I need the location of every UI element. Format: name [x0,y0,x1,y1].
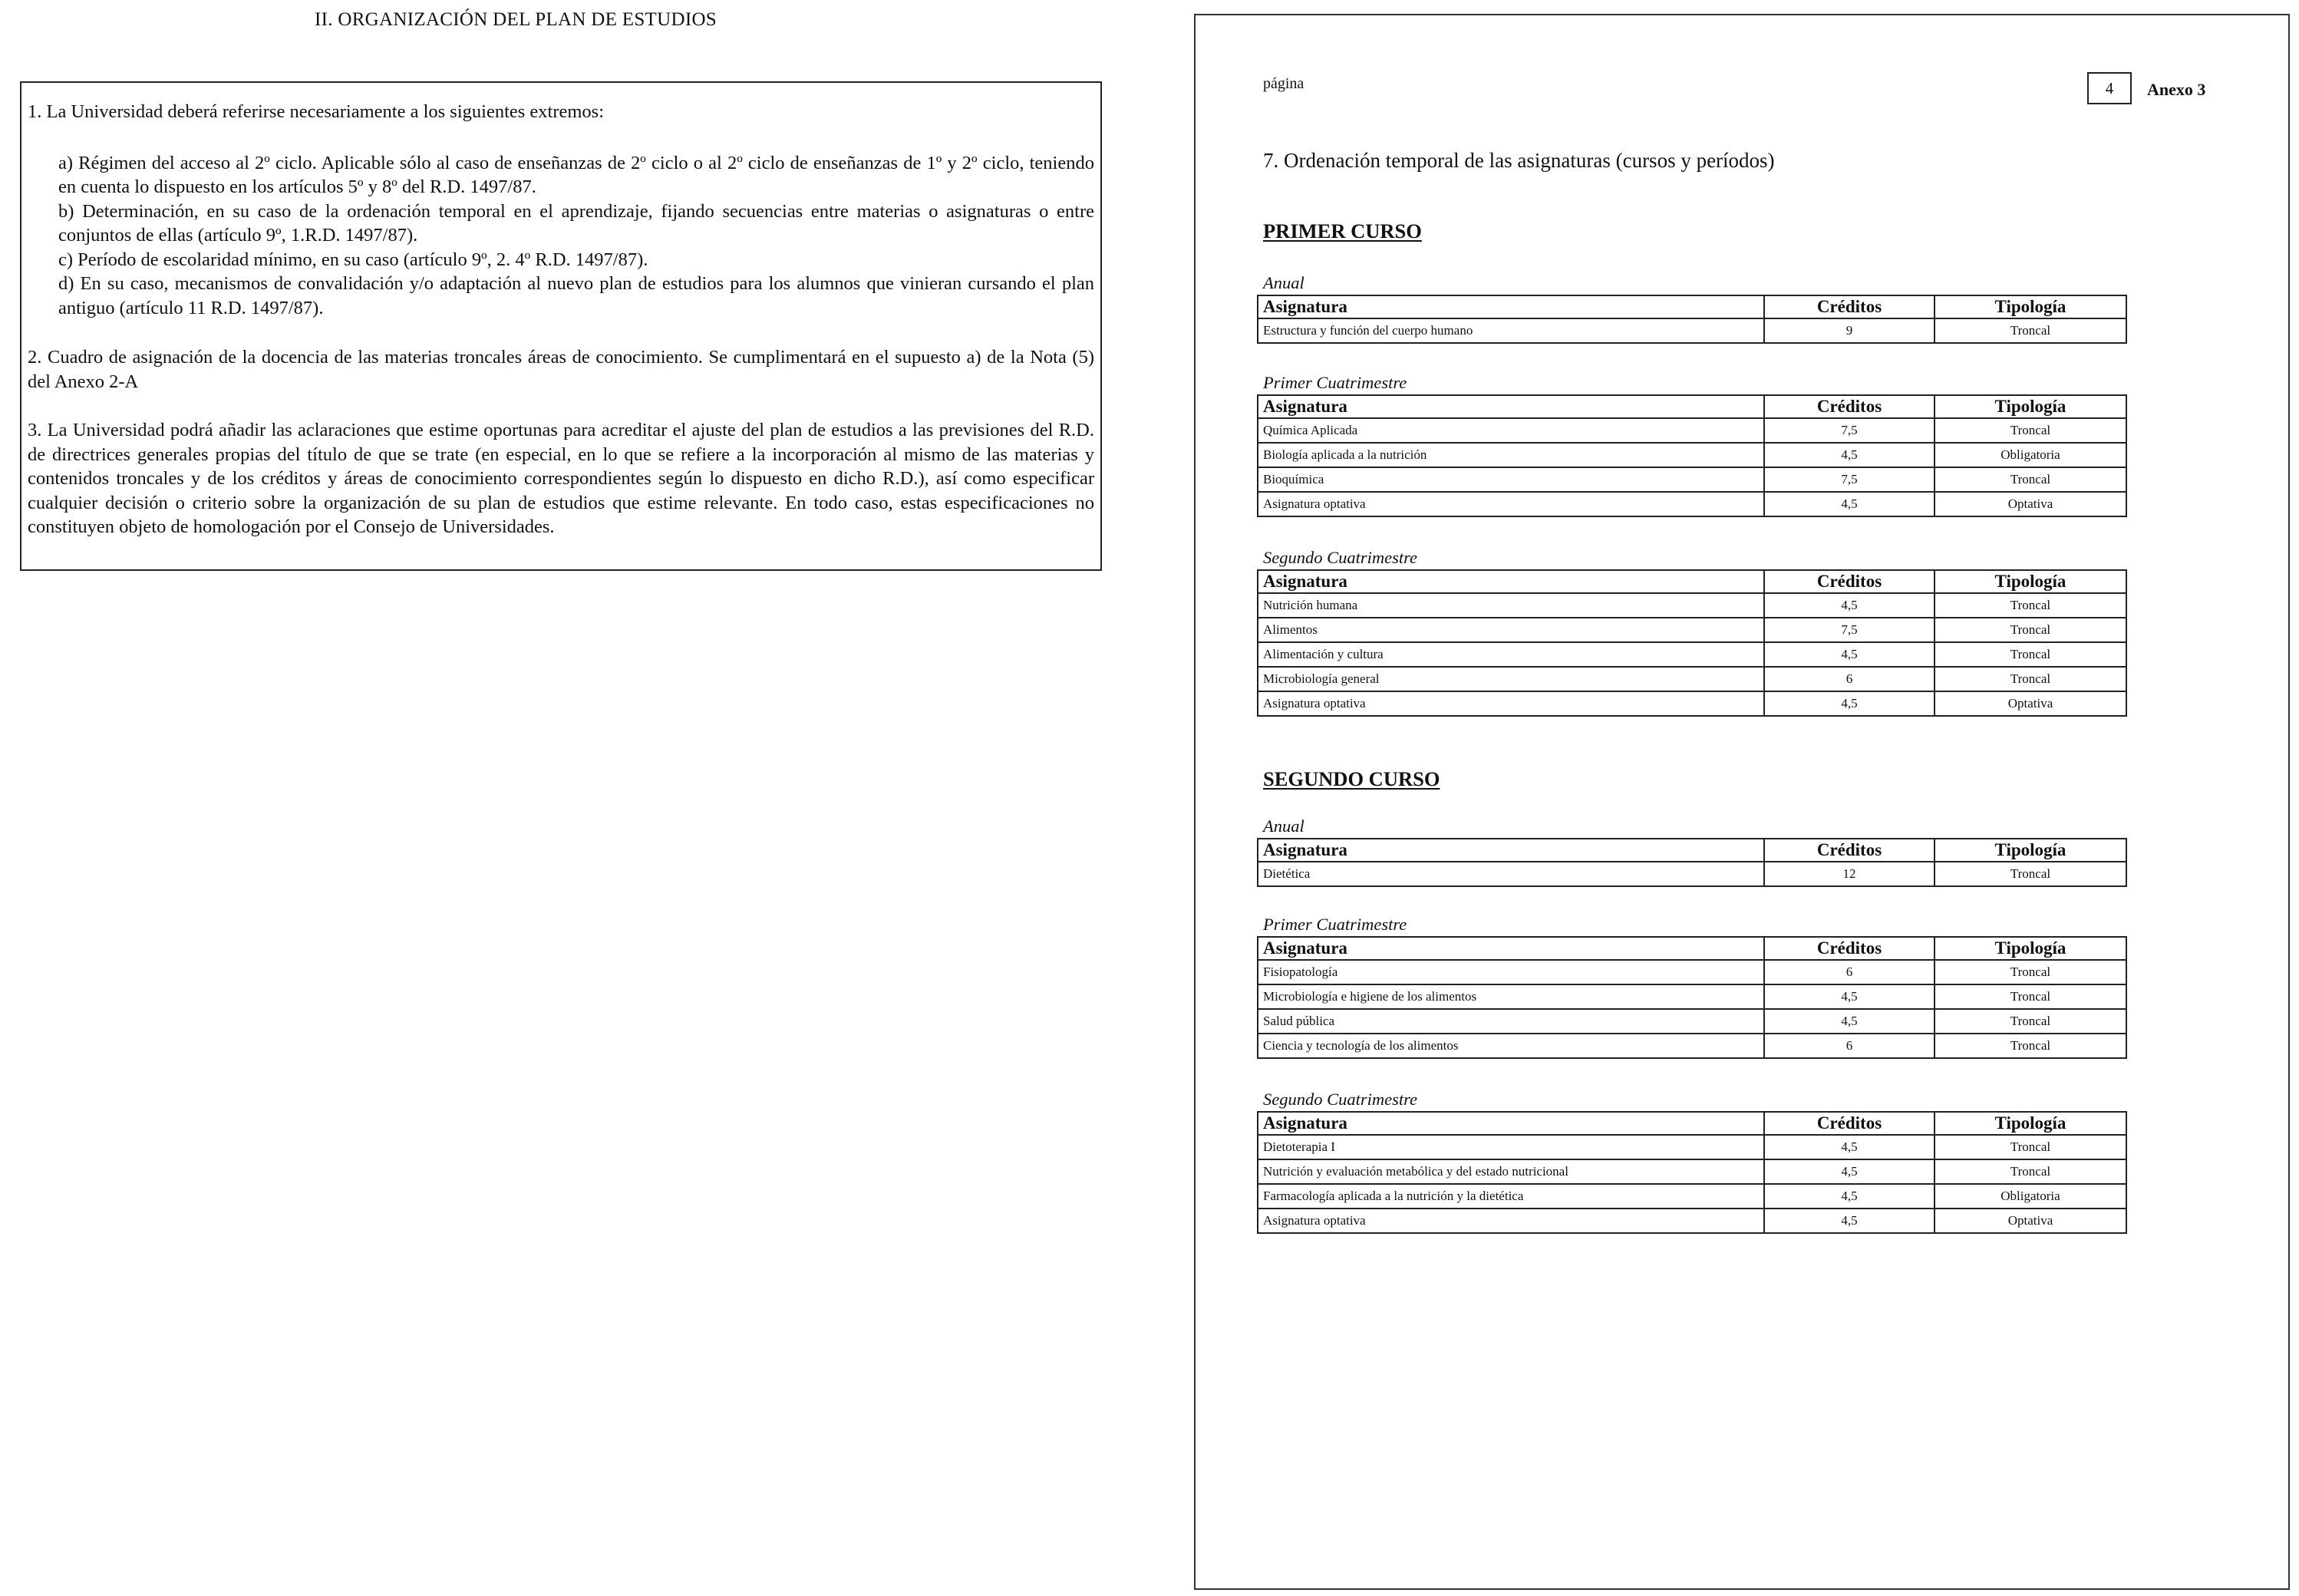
subject-cell: Ciencia y tecnología de los alimentos [1258,1034,1764,1058]
table-row [1258,862,2126,886]
item-1c: c) Período de escolaridad mínimo, en su caso (artículo 9º, 2. 4º R.D. 1497/87). [58,249,648,270]
header-type: Tipología [1935,395,2126,418]
subject-cell: Asignatura optativa [1258,492,1764,516]
table-row [1258,593,2126,618]
header-subject: Asignatura [1258,937,1764,960]
subject-cell: Alimentos [1258,618,1764,642]
credits-cell: 4,5 [1764,1209,1935,1233]
header-subject: Asignatura [1258,395,1764,418]
credits-cell: 4,5 [1764,1159,1935,1184]
annex-page [1194,14,2290,1590]
credits-cell: 6 [1764,960,1935,984]
subject-cell: Salud pública [1258,1009,1764,1034]
header-subject: Asignatura [1258,295,1764,318]
header-credits: Créditos [1764,1112,1935,1135]
type-cell: Troncal [1935,618,2126,642]
type-cell: Troncal [1935,1034,2126,1058]
subject-cell: Dietética [1258,862,1764,886]
header-credits: Créditos [1764,295,1935,318]
credits-cell: 4,5 [1764,593,1935,618]
credits-cell: 4,5 [1764,1135,1935,1159]
subject-cell: Fisiopatología [1258,960,1764,984]
header-subject: Asignatura [1258,570,1764,593]
period-label: Primer Cuatrimestre [1263,915,1407,934]
table-row [1258,1184,2126,1209]
header-credits: Créditos [1764,937,1935,960]
table-row [1258,443,2126,467]
annex-label: Anexo 3 [2147,80,2206,99]
type-cell: Troncal [1935,960,2126,984]
period-label: Segundo Cuatrimestre [1263,1090,1418,1109]
credits-cell: 4,5 [1764,1184,1935,1209]
table-row [1258,1209,2126,1233]
period-label: Anual [1263,273,1305,292]
header-type: Tipología [1935,937,2126,960]
period-label: Primer Cuatrimestre [1263,373,1407,392]
subject-cell: Biología aplicada a la nutrición [1258,443,1764,467]
credits-cell: 4,5 [1764,691,1935,716]
type-cell: Troncal [1935,1159,2126,1184]
table-row [1258,667,2126,691]
section-title: 7. Ordenación temporal de las asignaturas (cursos y períodos) [1263,149,1775,172]
header-credits: Créditos [1764,839,1935,862]
credits-cell: 4,5 [1764,642,1935,667]
credits-cell: 9 [1764,318,1935,343]
table-row [1258,492,2126,516]
page-heading: II. ORGANIZACIÓN DEL PLAN DE ESTUDIOS [315,9,717,30]
credits-cell: 4,5 [1764,443,1935,467]
header-type: Tipología [1935,1112,2126,1135]
type-cell: Optativa [1935,1209,2126,1233]
subject-cell: Alimentación y cultura [1258,642,1764,667]
subject-cell: Farmacología aplicada a la nutrición y la dietética [1258,1184,1764,1209]
table-row [1258,418,2126,443]
type-cell: Troncal [1935,593,2126,618]
subjects-table [1257,1111,2127,1234]
type-cell: Troncal [1935,642,2126,667]
subject-cell: Asignatura optativa [1258,1209,1764,1233]
table-row [1258,1034,2126,1058]
item-3: 3. La Universidad podrá añadir las aclaraciones que estime oportunas para acreditar el ajuste del plan de estudios a las previsiones del R.D. de directrices generales propias del título de que se trate (en especial, en lo que se refiere a la incorporación al mismo de las materias y contenidos troncales y de los créditos y áreas de conocimiento correspondientes según lo dispuesto en dicho R.D.), así como especificar cualquier decisión o criterio sobre la organización de su plan de estudios que estime relevante. En todo caso, estas especificaciones no constituyen objeto de homologación por el Consejo de Universidades. [28,420,1094,537]
type-cell: Troncal [1935,467,2126,492]
table-row [1258,984,2126,1009]
credits-cell: 6 [1764,667,1935,691]
type-cell: Optativa [1935,492,2126,516]
table-row [1258,318,2126,343]
credits-cell: 4,5 [1764,1009,1935,1034]
period-label: Segundo Cuatrimestre [1263,548,1418,567]
credits-cell: 12 [1764,862,1935,886]
table-row [1258,618,2126,642]
item-1a: a) Régimen del acceso al 2º ciclo. Aplicable sólo al caso de enseñanzas de 2º ciclo o al 2º ciclo de enseñanzas de 1º y 2º ciclo, teniendo en cuenta lo dispuesto en los artículos 5º y 8º del R.D. 1497/87. [58,152,1094,197]
table-row [1258,691,2126,716]
credits-cell: 7,5 [1764,467,1935,492]
credits-cell: 7,5 [1764,618,1935,642]
header-credits: Créditos [1764,570,1935,593]
type-cell: Troncal [1935,318,2126,343]
type-cell: Troncal [1935,984,2126,1009]
subjects-table [1257,569,2127,717]
credits-cell: 6 [1764,1034,1935,1058]
item-2: 2. Cuadro de asignación de la docencia de las materias troncales áreas de conocimiento. Se cumplimentará en el supuesto a) de la Nota (5) del Anexo 2-A [28,347,1094,392]
table-row [1258,1159,2126,1184]
page-label: página [1263,75,1305,92]
subject-cell: Bioquímica [1258,467,1764,492]
type-cell: Troncal [1935,1009,2126,1034]
table-row [1258,960,2126,984]
header-subject: Asignatura [1258,1112,1764,1135]
item-1d: d) En su caso, mecanismos de convalidación y/o adaptación al nuevo plan de estudios para los alumnos que vinieran cursando el plan antiguo (artículo 11 R.D. 1497/87). [58,273,1094,318]
subject-cell: Nutrición humana [1258,593,1764,618]
course-title-second: SEGUNDO CURSO [1263,767,1440,790]
type-cell: Obligatoria [1935,443,2126,467]
subjects-table [1257,394,2127,517]
table-row [1258,1009,2126,1034]
instructions-box [20,81,1102,571]
subject-cell: Asignatura optativa [1258,691,1764,716]
header-subject: Asignatura [1258,839,1764,862]
type-cell: Obligatoria [1935,1184,2126,1209]
header-type: Tipología [1935,295,2126,318]
course-title-first: PRIMER CURSO [1263,219,1422,242]
subject-cell: Microbiología general [1258,667,1764,691]
item-1b: b) Determinación, en su caso de la ordenación temporal en el aprendizaje, fijando secuencias entre materias o asignaturas o entre conjuntos de ellas (artículo 9º, 1.R.D. 1497/87). [58,200,1094,246]
table-row [1258,642,2126,667]
header-type: Tipología [1935,839,2126,862]
type-cell: Troncal [1935,1135,2126,1159]
header-credits: Créditos [1764,395,1935,418]
subject-cell: Microbiología e higiene de los alimentos [1258,984,1764,1009]
credits-cell: 4,5 [1764,984,1935,1009]
subject-cell: Química Aplicada [1258,418,1764,443]
item-1-intro: 1. La Universidad deberá referirse necesariamente a los siguientes extremos: [28,101,605,122]
type-cell: Troncal [1935,418,2126,443]
page-number: 4 [2087,72,2132,104]
subjects-table [1257,295,2127,344]
table-row [1258,467,2126,492]
credits-cell: 4,5 [1764,492,1935,516]
type-cell: Troncal [1935,667,2126,691]
subjects-table [1257,838,2127,887]
subject-cell: Nutrición y evaluación metabólica y del estado nutricional [1258,1159,1764,1184]
table-row [1258,1135,2126,1159]
header-type: Tipología [1935,570,2126,593]
subject-cell: Estructura y función del cuerpo humano [1258,318,1764,343]
subjects-table [1257,936,2127,1059]
period-label: Anual [1263,816,1305,836]
credits-cell: 7,5 [1764,418,1935,443]
type-cell: Troncal [1935,862,2126,886]
subject-cell: Dietoterapia I [1258,1135,1764,1159]
type-cell: Optativa [1935,691,2126,716]
